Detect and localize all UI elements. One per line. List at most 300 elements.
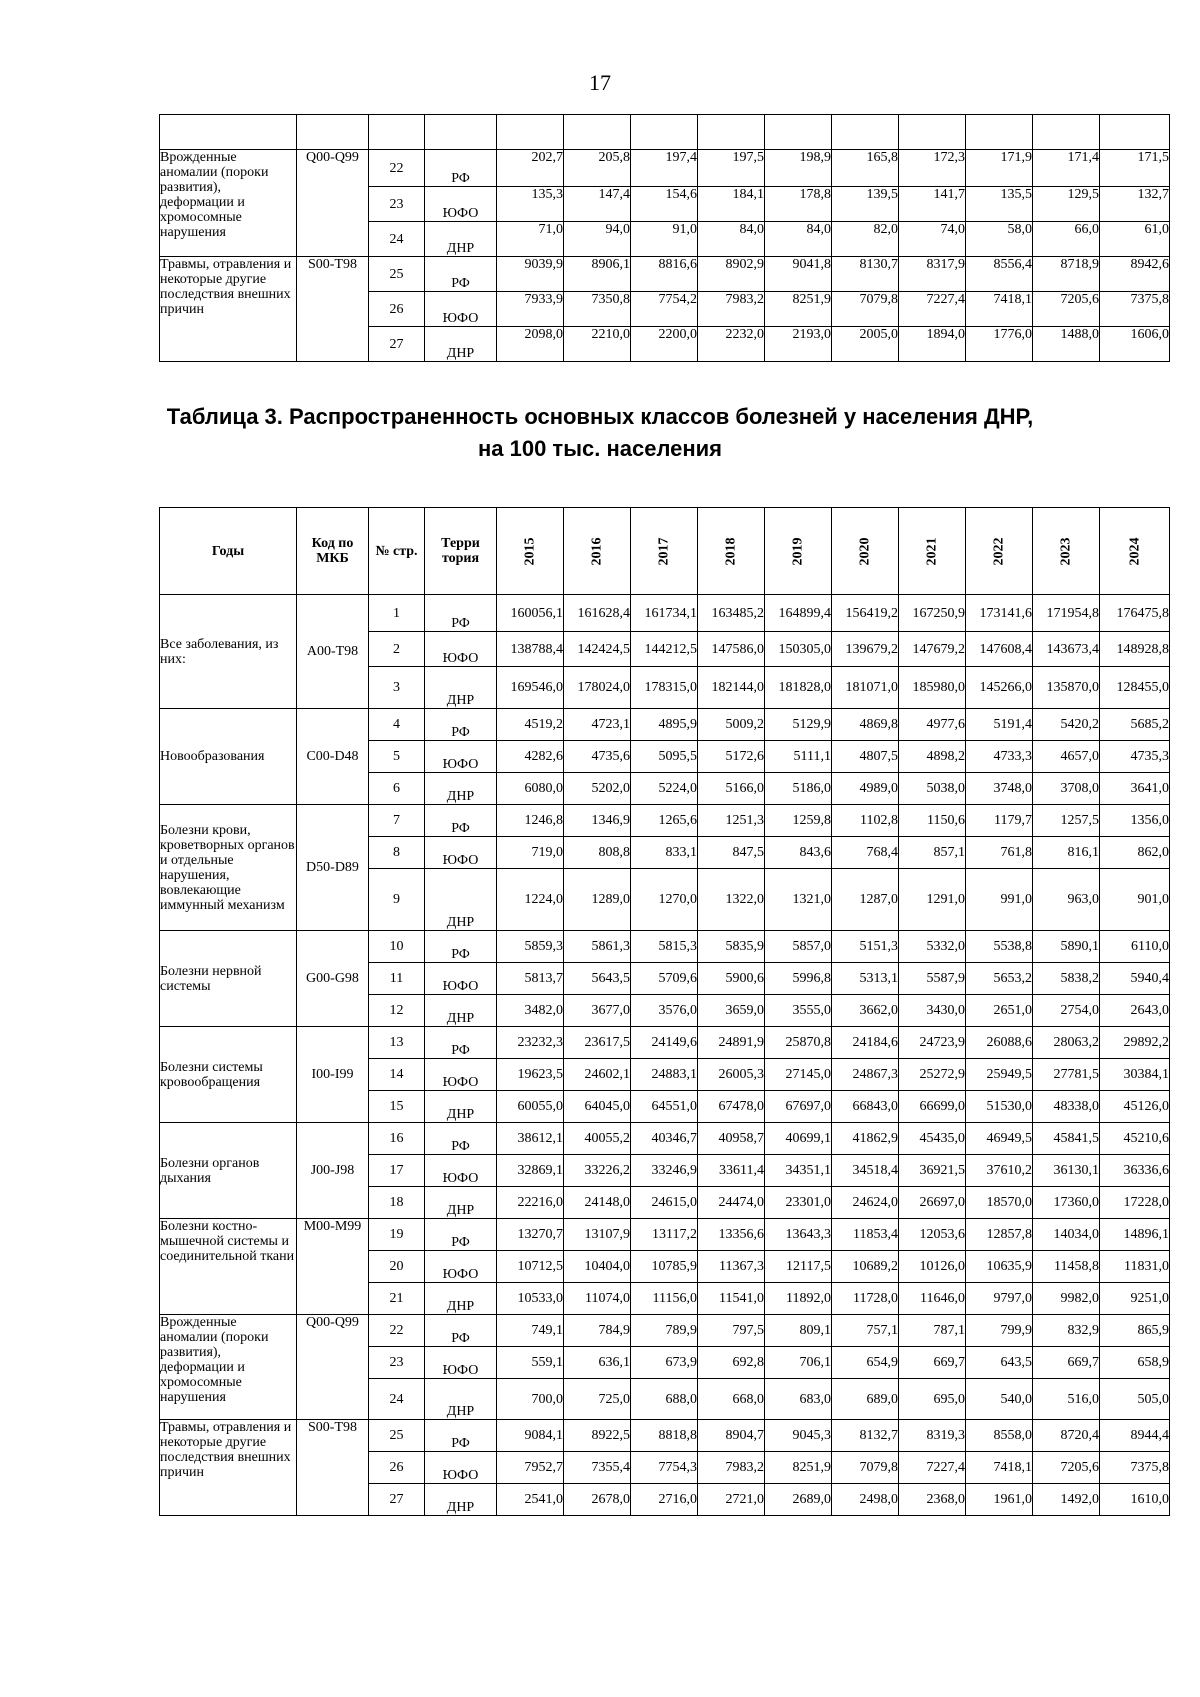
header-row-number: № стр.: [369, 508, 425, 595]
value-cell: 8720,4: [1033, 1420, 1100, 1452]
value-cell: 24883,1: [631, 1059, 698, 1091]
territory: РФ: [425, 805, 497, 837]
value-cell: 139,5: [832, 187, 899, 222]
value-cell: 9045,3: [765, 1420, 832, 1452]
empty-cell: [765, 115, 832, 150]
value-cell: 2005,0: [832, 327, 899, 362]
value-cell: 205,8: [564, 150, 631, 187]
value-cell: 40346,7: [631, 1123, 698, 1155]
territory: РФ: [425, 1420, 497, 1452]
value-cell: 4807,5: [832, 741, 899, 773]
value-cell: 4977,6: [899, 709, 966, 741]
value-cell: 5038,0: [899, 773, 966, 805]
row-number: 15: [369, 1091, 425, 1123]
value-cell: 843,6: [765, 837, 832, 869]
value-cell: 797,5: [698, 1315, 765, 1347]
disease-class-name: Врожденные аномалии (пороки развития), деформации и хромосомные нарушения: [160, 1315, 297, 1420]
value-cell: 8251,9: [765, 1452, 832, 1484]
value-cell: 10785,9: [631, 1251, 698, 1283]
value-cell: 2193,0: [765, 327, 832, 362]
value-cell: 7375,8: [1100, 292, 1170, 327]
value-cell: 643,5: [966, 1347, 1033, 1379]
row-number: 17: [369, 1155, 425, 1187]
value-cell: 38612,1: [497, 1123, 564, 1155]
value-cell: 1356,0: [1100, 805, 1170, 837]
territory: ЮФО: [425, 741, 497, 773]
row-number: 1: [369, 595, 425, 632]
territory: РФ: [425, 1027, 497, 1059]
header-year: [966, 508, 1033, 595]
value-cell: 181828,0: [765, 667, 832, 709]
value-cell: 8944,4: [1100, 1420, 1170, 1452]
value-cell: 61,0: [1100, 222, 1170, 257]
table-row: [160, 805, 1170, 837]
value-cell: 2541,0: [497, 1484, 564, 1516]
value-cell: 6080,0: [497, 773, 564, 805]
value-cell: 1265,6: [631, 805, 698, 837]
value-cell: 9251,0: [1100, 1283, 1170, 1315]
value-cell: 67697,0: [765, 1091, 832, 1123]
value-cell: 26697,0: [899, 1187, 966, 1219]
value-cell: 48338,0: [1033, 1091, 1100, 1123]
value-cell: 3482,0: [497, 995, 564, 1027]
value-cell: 4519,2: [497, 709, 564, 741]
value-cell: 23301,0: [765, 1187, 832, 1219]
value-cell: 5813,7: [497, 963, 564, 995]
row-number: 19: [369, 1219, 425, 1251]
value-cell: 1287,0: [832, 869, 899, 931]
value-cell: 5587,9: [899, 963, 966, 995]
territory: ДНР: [425, 667, 497, 709]
value-cell: 132,7: [1100, 187, 1170, 222]
value-cell: 184,1: [698, 187, 765, 222]
value-cell: 25870,8: [765, 1027, 832, 1059]
table-row: [160, 115, 1170, 150]
value-cell: 161628,4: [564, 595, 631, 632]
value-cell: 45210,6: [1100, 1123, 1170, 1155]
row-number: 23: [369, 1347, 425, 1379]
value-cell: 7418,1: [966, 292, 1033, 327]
value-cell: 160056,1: [497, 595, 564, 632]
value-cell: 24184,6: [832, 1027, 899, 1059]
value-cell: 12053,6: [899, 1219, 966, 1251]
value-cell: 178,8: [765, 187, 832, 222]
value-cell: 8130,7: [832, 257, 899, 292]
page-number: 17: [589, 70, 611, 95]
empty-cell: [1100, 115, 1170, 150]
value-cell: 66699,0: [899, 1091, 966, 1123]
value-cell: 11367,3: [698, 1251, 765, 1283]
value-cell: 10635,9: [966, 1251, 1033, 1283]
value-cell: 33611,4: [698, 1155, 765, 1187]
value-cell: 4735,3: [1100, 741, 1170, 773]
value-cell: 9982,0: [1033, 1283, 1100, 1315]
value-cell: 74,0: [899, 222, 966, 257]
value-cell: 7754,2: [631, 292, 698, 327]
territory: ДНР: [425, 327, 497, 362]
value-cell: 25272,9: [899, 1059, 966, 1091]
value-cell: 5815,3: [631, 931, 698, 963]
territory: ДНР: [425, 995, 497, 1027]
header-year-label: 2022: [991, 537, 1007, 565]
row-number: 9: [369, 869, 425, 931]
row-number: 25: [369, 1420, 425, 1452]
row-number: 8: [369, 837, 425, 869]
value-cell: 82,0: [832, 222, 899, 257]
value-cell: 1492,0: [1033, 1484, 1100, 1516]
value-cell: 3576,0: [631, 995, 698, 1027]
territory: ДНР: [425, 1379, 497, 1420]
empty-cell: [899, 115, 966, 150]
value-cell: 8818,8: [631, 1420, 698, 1452]
row-number: 16: [369, 1123, 425, 1155]
territory: РФ: [425, 595, 497, 632]
value-cell: 24602,1: [564, 1059, 631, 1091]
value-cell: 33226,2: [564, 1155, 631, 1187]
value-cell: 3430,0: [899, 995, 966, 1027]
table-header-row: [160, 508, 1170, 595]
value-cell: 46949,5: [966, 1123, 1033, 1155]
territory: ДНР: [425, 1091, 497, 1123]
value-cell: 7933,9: [497, 292, 564, 327]
row-number: 24: [369, 1379, 425, 1420]
disease-class-name: Новообразования: [160, 709, 297, 805]
value-cell: 45126,0: [1100, 1091, 1170, 1123]
value-cell: 10533,0: [497, 1283, 564, 1315]
value-cell: 1102,8: [832, 805, 899, 837]
value-cell: 7227,4: [899, 1452, 966, 1484]
value-cell: 32869,1: [497, 1155, 564, 1187]
row-number: 11: [369, 963, 425, 995]
territory: ЮФО: [425, 632, 497, 667]
value-cell: 857,1: [899, 837, 966, 869]
continued-table: [159, 114, 1170, 362]
table-row: [160, 931, 1170, 963]
value-cell: 658,9: [1100, 1347, 1170, 1379]
value-cell: 171,9: [966, 150, 1033, 187]
header-year: [631, 508, 698, 595]
value-cell: 5166,0: [698, 773, 765, 805]
row-number: 20: [369, 1251, 425, 1283]
row-number: 18: [369, 1187, 425, 1219]
disease-class-name: Врожденные аномалии (пороки развития), деформации и хромосомные нарушения: [160, 150, 297, 257]
value-cell: 808,8: [564, 837, 631, 869]
row-number: 12: [369, 995, 425, 1027]
value-cell: 3677,0: [564, 995, 631, 1027]
territory: РФ: [425, 257, 497, 292]
value-cell: 5420,2: [1033, 709, 1100, 741]
value-cell: 8556,4: [966, 257, 1033, 292]
value-cell: 147,4: [564, 187, 631, 222]
value-cell: 2232,0: [698, 327, 765, 362]
territory: ЮФО: [425, 187, 497, 222]
value-cell: 58,0: [966, 222, 1033, 257]
header-icd-code: Код по МКБ: [297, 508, 369, 595]
header-year-label: 2019: [790, 537, 806, 565]
value-cell: 171,5: [1100, 150, 1170, 187]
value-cell: 8558,0: [966, 1420, 1033, 1452]
value-cell: 832,9: [1033, 1315, 1100, 1347]
value-cell: 1257,5: [1033, 805, 1100, 837]
icd-code: Q00-Q99: [297, 150, 369, 257]
value-cell: 2098,0: [497, 327, 564, 362]
disease-class-name: Болезни нервной системы: [160, 931, 297, 1027]
row-number: 5: [369, 741, 425, 773]
value-cell: 2754,0: [1033, 995, 1100, 1027]
table-row: [160, 1420, 1170, 1452]
value-cell: 94,0: [564, 222, 631, 257]
value-cell: 559,1: [497, 1347, 564, 1379]
value-cell: 8904,7: [698, 1420, 765, 1452]
value-cell: 60055,0: [497, 1091, 564, 1123]
territory: РФ: [425, 931, 497, 963]
value-cell: 142424,5: [564, 632, 631, 667]
value-cell: 197,4: [631, 150, 698, 187]
icd-code: S00-T98: [297, 1420, 369, 1516]
value-cell: 865,9: [1100, 1315, 1170, 1347]
disease-class-name: Болезни системы кровообращения: [160, 1027, 297, 1123]
value-cell: 1289,0: [564, 869, 631, 931]
territory: ЮФО: [425, 963, 497, 995]
value-cell: 719,0: [497, 837, 564, 869]
header-year: [1100, 508, 1170, 595]
value-cell: 154,6: [631, 187, 698, 222]
value-cell: 768,4: [832, 837, 899, 869]
value-cell: 789,9: [631, 1315, 698, 1347]
value-cell: 688,0: [631, 1379, 698, 1420]
value-cell: 4898,2: [899, 741, 966, 773]
value-cell: 761,8: [966, 837, 1033, 869]
value-cell: 17228,0: [1100, 1187, 1170, 1219]
value-cell: 3659,0: [698, 995, 765, 1027]
header-year-label: 2023: [1058, 537, 1074, 565]
row-number: 27: [369, 327, 425, 362]
value-cell: 9084,1: [497, 1420, 564, 1452]
table-row: [160, 257, 1170, 292]
value-cell: 36336,6: [1100, 1155, 1170, 1187]
value-cell: 673,9: [631, 1347, 698, 1379]
territory: ДНР: [425, 1283, 497, 1315]
value-cell: 11892,0: [765, 1283, 832, 1315]
empty-cell: [297, 115, 369, 150]
value-cell: 161734,1: [631, 595, 698, 632]
territory: ЮФО: [425, 292, 497, 327]
value-cell: 7350,8: [564, 292, 631, 327]
table-row: [160, 150, 1170, 187]
value-cell: 4869,8: [832, 709, 899, 741]
value-cell: 7079,8: [832, 292, 899, 327]
row-number: 24: [369, 222, 425, 257]
value-cell: 4989,0: [832, 773, 899, 805]
territory: РФ: [425, 1219, 497, 1251]
value-cell: 18570,0: [966, 1187, 1033, 1219]
value-cell: 181071,0: [832, 667, 899, 709]
icd-code: Q00-Q99: [297, 1315, 369, 1420]
value-cell: 26088,6: [966, 1027, 1033, 1059]
value-cell: 91,0: [631, 222, 698, 257]
value-cell: 128455,0: [1100, 667, 1170, 709]
value-cell: 1606,0: [1100, 327, 1170, 362]
value-cell: 4282,6: [497, 741, 564, 773]
value-cell: 45841,5: [1033, 1123, 1100, 1155]
row-number: 10: [369, 931, 425, 963]
value-cell: 138788,4: [497, 632, 564, 667]
table-row: [160, 1027, 1170, 1059]
value-cell: 1251,3: [698, 805, 765, 837]
value-cell: 6110,0: [1100, 931, 1170, 963]
value-cell: 24148,0: [564, 1187, 631, 1219]
icd-code: A00-T98: [297, 595, 369, 709]
value-cell: 7983,2: [698, 292, 765, 327]
value-cell: 71,0: [497, 222, 564, 257]
value-cell: 5332,0: [899, 931, 966, 963]
row-number: 3: [369, 667, 425, 709]
value-cell: 5009,2: [698, 709, 765, 741]
value-cell: 143673,4: [1033, 632, 1100, 667]
value-cell: 4895,9: [631, 709, 698, 741]
value-cell: 8718,9: [1033, 257, 1100, 292]
value-cell: 178024,0: [564, 667, 631, 709]
value-cell: 178315,0: [631, 667, 698, 709]
icd-code: I00-I99: [297, 1027, 369, 1123]
row-number: 14: [369, 1059, 425, 1091]
value-cell: 2498,0: [832, 1484, 899, 1516]
value-cell: 64045,0: [564, 1091, 631, 1123]
table-row: [160, 1219, 1170, 1251]
value-cell: 11458,8: [1033, 1251, 1100, 1283]
value-cell: 165,8: [832, 150, 899, 187]
disease-class-name: Травмы, отравления и некоторые другие последствия внешних причин: [160, 1420, 297, 1516]
value-cell: 13270,7: [497, 1219, 564, 1251]
value-cell: 5940,4: [1100, 963, 1170, 995]
value-cell: 8902,9: [698, 257, 765, 292]
value-cell: 1488,0: [1033, 327, 1100, 362]
value-cell: 8816,6: [631, 257, 698, 292]
table-row: [160, 709, 1170, 741]
value-cell: 13117,2: [631, 1219, 698, 1251]
value-cell: 171954,8: [1033, 595, 1100, 632]
value-cell: 695,0: [899, 1379, 966, 1420]
value-cell: 5538,8: [966, 931, 1033, 963]
value-cell: 1179,7: [966, 805, 1033, 837]
value-cell: 4733,3: [966, 741, 1033, 773]
value-cell: 13643,3: [765, 1219, 832, 1251]
value-cell: 5643,5: [564, 963, 631, 995]
empty-cell: [631, 115, 698, 150]
empty-cell: [966, 115, 1033, 150]
value-cell: 40055,2: [564, 1123, 631, 1155]
value-cell: 7205,6: [1033, 292, 1100, 327]
value-cell: 22216,0: [497, 1187, 564, 1219]
value-cell: 173141,6: [966, 595, 1033, 632]
value-cell: 13356,6: [698, 1219, 765, 1251]
header-year: [832, 508, 899, 595]
value-cell: 24474,0: [698, 1187, 765, 1219]
value-cell: 5224,0: [631, 773, 698, 805]
diseases-prevalence-table: [159, 507, 1170, 1516]
value-cell: 7079,8: [832, 1452, 899, 1484]
value-cell: 2643,0: [1100, 995, 1170, 1027]
value-cell: 4657,0: [1033, 741, 1100, 773]
icd-code: M00-M99: [297, 1219, 369, 1315]
value-cell: 540,0: [966, 1379, 1033, 1420]
value-cell: 5835,9: [698, 931, 765, 963]
value-cell: 25949,5: [966, 1059, 1033, 1091]
value-cell: 64551,0: [631, 1091, 698, 1123]
value-cell: 9041,8: [765, 257, 832, 292]
value-cell: 172,3: [899, 150, 966, 187]
value-cell: 29892,2: [1100, 1027, 1170, 1059]
value-cell: 2689,0: [765, 1484, 832, 1516]
value-cell: 19623,5: [497, 1059, 564, 1091]
value-cell: 1259,8: [765, 805, 832, 837]
value-cell: 689,0: [832, 1379, 899, 1420]
value-cell: 725,0: [564, 1379, 631, 1420]
territory: ЮФО: [425, 1059, 497, 1091]
header-year: [899, 508, 966, 595]
value-cell: 13107,9: [564, 1219, 631, 1251]
row-number: 26: [369, 292, 425, 327]
header-year-label: 2017: [656, 537, 672, 565]
value-cell: 66,0: [1033, 222, 1100, 257]
value-cell: 3708,0: [1033, 773, 1100, 805]
empty-cell: [698, 115, 765, 150]
value-cell: 3748,0: [966, 773, 1033, 805]
value-cell: 8922,5: [564, 1420, 631, 1452]
territory: ДНР: [425, 222, 497, 257]
value-cell: 669,7: [1033, 1347, 1100, 1379]
value-cell: 163485,2: [698, 595, 765, 632]
value-cell: 23617,5: [564, 1027, 631, 1059]
value-cell: 8251,9: [765, 292, 832, 327]
row-number: 21: [369, 1283, 425, 1315]
value-cell: 668,0: [698, 1379, 765, 1420]
value-cell: 12117,5: [765, 1251, 832, 1283]
value-cell: 40958,7: [698, 1123, 765, 1155]
value-cell: 683,0: [765, 1379, 832, 1420]
value-cell: 24867,3: [832, 1059, 899, 1091]
value-cell: 185980,0: [899, 667, 966, 709]
value-cell: 28063,2: [1033, 1027, 1100, 1059]
header-year-label: 2015: [522, 537, 538, 565]
value-cell: 150305,0: [765, 632, 832, 667]
empty-cell: [425, 115, 497, 150]
value-cell: 9797,0: [966, 1283, 1033, 1315]
icd-code: J00-J98: [297, 1123, 369, 1219]
value-cell: 8906,1: [564, 257, 631, 292]
value-cell: 1246,8: [497, 805, 564, 837]
value-cell: 816,1: [1033, 837, 1100, 869]
value-cell: 757,1: [832, 1315, 899, 1347]
value-cell: 963,0: [1033, 869, 1100, 931]
value-cell: 1150,6: [899, 805, 966, 837]
value-cell: 7355,4: [564, 1452, 631, 1484]
value-cell: 11074,0: [564, 1283, 631, 1315]
value-cell: 8132,7: [832, 1420, 899, 1452]
value-cell: 901,0: [1100, 869, 1170, 931]
value-cell: 5890,1: [1033, 931, 1100, 963]
icd-code: S00-T98: [297, 257, 369, 362]
header-territory: Терри тория: [425, 508, 497, 595]
header-year-label: 2021: [924, 537, 940, 565]
value-cell: 833,1: [631, 837, 698, 869]
value-cell: 3555,0: [765, 995, 832, 1027]
value-cell: 10404,0: [564, 1251, 631, 1283]
header-year: [1033, 508, 1100, 595]
row-number: 4: [369, 709, 425, 741]
value-cell: 24723,9: [899, 1027, 966, 1059]
table-row: [160, 1123, 1170, 1155]
